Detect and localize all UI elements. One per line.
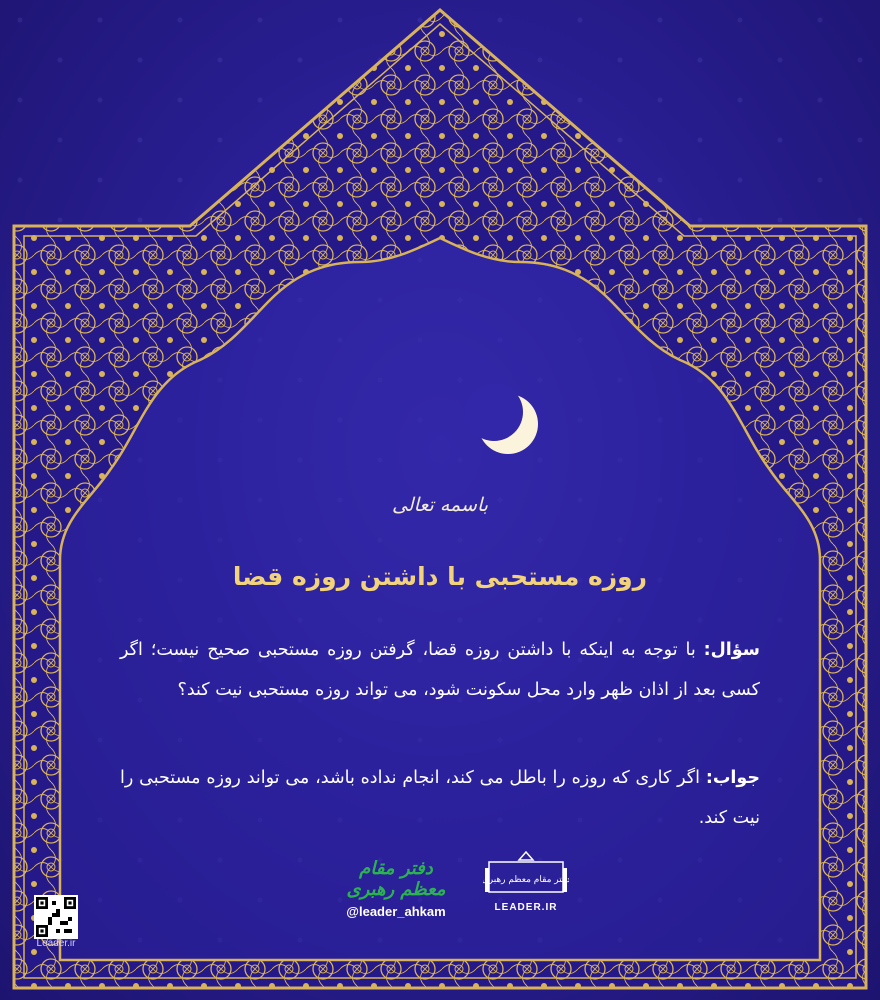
answer-block [120,758,760,838]
basmala: باسمه تعالی [391,494,489,516]
ahkam-logo [336,858,456,918]
leader-building-icon [483,850,569,896]
answer-text: اگر کاری که روزه را باطل می کند، انجام نداده باشد، می تواند روزه مستحبی را نیت کند. [120,768,760,828]
question-label: سؤال: [703,640,760,660]
qr-code-icon [36,897,76,937]
qr-code [34,895,78,939]
leader-logo [482,850,570,920]
question-block [120,630,760,710]
question-text: با توجه به اینکه با داشتن روزه قضا، گرفتن روزه مستحبی صحیح نیست؛ اگر کسی بعد از اذان ظهر وارد محل سکونت شود، می تواند روزه مستحبی نیت کند؟ [120,640,760,700]
qr-label: Leader.ir [36,938,76,949]
leader-logo-text: دفتر مقام معظم رهبری [483,875,569,885]
ahkam-logo-text: دفتر مقام معظم رهبری [346,858,446,900]
page-title: روزه مستحبی با داشتن روزه قضا [232,562,648,591]
leader-site-label: LEADER.IR [494,902,558,913]
ahkam-handle: @leader_ahkam [346,904,446,919]
answer-label: جواب: [705,768,760,788]
